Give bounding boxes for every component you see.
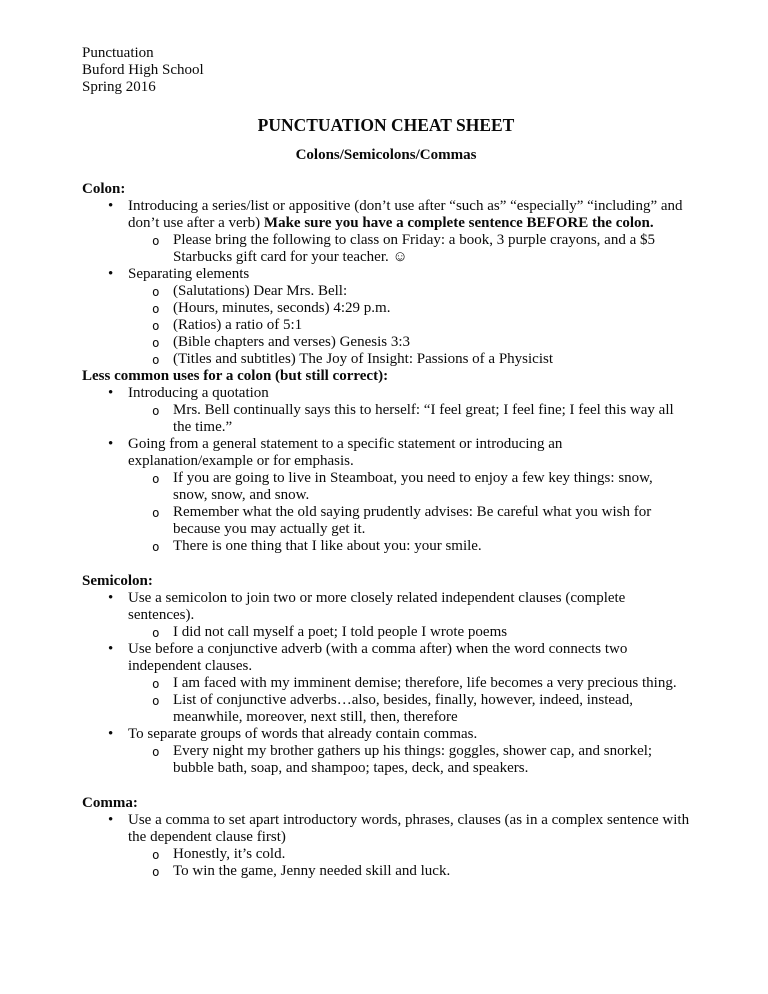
text-run: To separate groups of words that already contain commas. xyxy=(128,726,478,742)
header-line-school: Buford High School xyxy=(82,62,204,78)
text-run: Use a semicolon to join two or more closely related independent clauses (complete sentences). xyxy=(128,590,626,623)
text-run: To win the game, Jenny needed skill and luck. xyxy=(173,863,451,879)
sub-item xyxy=(82,743,690,777)
bullet-item xyxy=(82,385,690,402)
bullet-marker-icon: • xyxy=(108,812,114,828)
circle-marker-icon: o xyxy=(152,676,160,691)
sub-item xyxy=(82,317,690,334)
text-run: (Bible chapters and verses) Genesis 3:3 xyxy=(173,334,411,350)
circle-marker-icon: o xyxy=(152,318,160,333)
bullet-marker-icon: • xyxy=(108,436,114,452)
text-run: Mrs. Bell continually says this to herself: “I feel great; I feel fine; I feel this way all the time.” xyxy=(173,402,674,435)
bullet-marker-icon: • xyxy=(108,198,114,214)
text-run: Every night my brother gathers up his things: goggles, shower cap, and snorkel; bubble bath, soap, and shampoo; tapes, deck, and speakers. xyxy=(173,743,653,776)
sub-item xyxy=(82,283,690,300)
bullet-item xyxy=(82,198,690,232)
text-run: (Salutations) Dear Mrs. Bell: xyxy=(173,283,348,299)
circle-marker-icon: o xyxy=(152,403,160,418)
text-run: Remember what the old saying prudently advises: Be careful what you wish for because you may actually get it. xyxy=(173,504,652,537)
circle-marker-icon: o xyxy=(152,847,160,862)
circle-marker-icon: o xyxy=(152,301,160,316)
bullet-marker-icon: • xyxy=(108,266,114,282)
section-heading: Colon: xyxy=(82,181,126,197)
text-run: List of conjunctive adverbs…also, besides, finally, however, indeed, instead, meanwhile, moreover, next still, then, therefore xyxy=(173,692,633,725)
circle-marker-icon: o xyxy=(152,471,160,486)
sub-item xyxy=(82,692,690,726)
text-run: Use before a conjunctive adverb (with a comma after) when the word connects two independent clauses. xyxy=(128,641,628,674)
circle-marker-icon: o xyxy=(152,335,160,350)
sub-item xyxy=(82,863,690,880)
page-title: PUNCTUATION CHEAT SHEET xyxy=(257,115,515,135)
text-run: If you are going to live in Steamboat, you need to enjoy a few key things: snow, snow, snow, and snow. xyxy=(173,470,653,503)
circle-marker-icon: o xyxy=(152,693,160,708)
text-run: (Ratios) a ratio of 5:1 xyxy=(173,317,303,333)
bullet-item xyxy=(82,641,690,675)
circle-marker-icon: o xyxy=(152,284,160,299)
circle-marker-icon: o xyxy=(152,352,160,367)
text-run: I did not call myself a poet; I told people I wrote poems xyxy=(173,624,508,640)
header-line-course: Punctuation xyxy=(82,45,154,61)
bullet-marker-icon: • xyxy=(108,726,114,742)
section-heading: Comma: xyxy=(82,795,138,811)
bullet-marker-icon: • xyxy=(108,590,114,606)
text-run: Introducing a quotation xyxy=(128,385,269,401)
page-subtitle: Colons/Semicolons/Commas xyxy=(295,147,477,163)
section-heading: Semicolon: xyxy=(82,573,153,589)
text-run: Going from a general statement to a specific statement or introducing an explanation/example or for emphasis. xyxy=(128,436,563,469)
sub-item xyxy=(82,470,690,504)
text-run: (Titles and subtitles) The Joy of Insight: Passions of a Physicist xyxy=(173,351,554,367)
bullet-marker-icon: • xyxy=(108,385,114,401)
text-run: Use a comma to set apart introductory words, phrases, clauses (as in a complex sentence with the dependent clause first) xyxy=(128,812,690,845)
bold-text-run: Make sure you have a complete sentence BEFORE the colon. xyxy=(263,215,654,231)
sub-item xyxy=(82,504,690,538)
bullet-item xyxy=(82,726,690,743)
text-run: Honestly, it’s cold. xyxy=(173,846,286,862)
sub-item xyxy=(82,351,690,368)
circle-marker-icon: o xyxy=(152,539,160,554)
sub-item xyxy=(82,402,690,436)
circle-marker-icon: o xyxy=(152,864,160,879)
sub-item xyxy=(82,846,690,863)
bullet-item xyxy=(82,590,690,624)
document-blocks xyxy=(82,181,690,880)
text-run: Introducing a series/list or appositive (don’t use after “such as” “especially” “including” and don’t use after a verb) xyxy=(128,198,683,231)
document-header xyxy=(82,45,690,96)
sub-item xyxy=(82,300,690,317)
circle-marker-icon: o xyxy=(152,505,160,520)
circle-marker-icon: o xyxy=(152,625,160,640)
bullet-item xyxy=(82,266,690,283)
text-run: Please bring the following to class on Friday: a book, 3 purple crayons, and a $5 Starbucks gift card for your teacher. ☺ xyxy=(173,232,655,265)
sub-item xyxy=(82,538,690,555)
sub-item xyxy=(82,675,690,692)
sub-item xyxy=(82,624,690,641)
text-run: I am faced with my imminent demise; therefore, life becomes a very precious thing. xyxy=(173,675,677,691)
header-line-term: Spring 2016 xyxy=(82,79,156,95)
text-run: There is one thing that I like about you: your smile. xyxy=(173,538,482,554)
bullet-item xyxy=(82,436,690,470)
circle-marker-icon: o xyxy=(152,233,160,248)
bullet-marker-icon: • xyxy=(108,641,114,657)
section-heading: Less common uses for a colon (but still correct): xyxy=(82,368,389,384)
sub-item xyxy=(82,334,690,351)
text-run: (Hours, minutes, seconds) 4:29 p.m. xyxy=(173,300,391,316)
sub-item xyxy=(82,232,690,266)
text-run: Separating elements xyxy=(128,266,250,282)
circle-marker-icon: o xyxy=(152,744,160,759)
bullet-item xyxy=(82,812,690,846)
